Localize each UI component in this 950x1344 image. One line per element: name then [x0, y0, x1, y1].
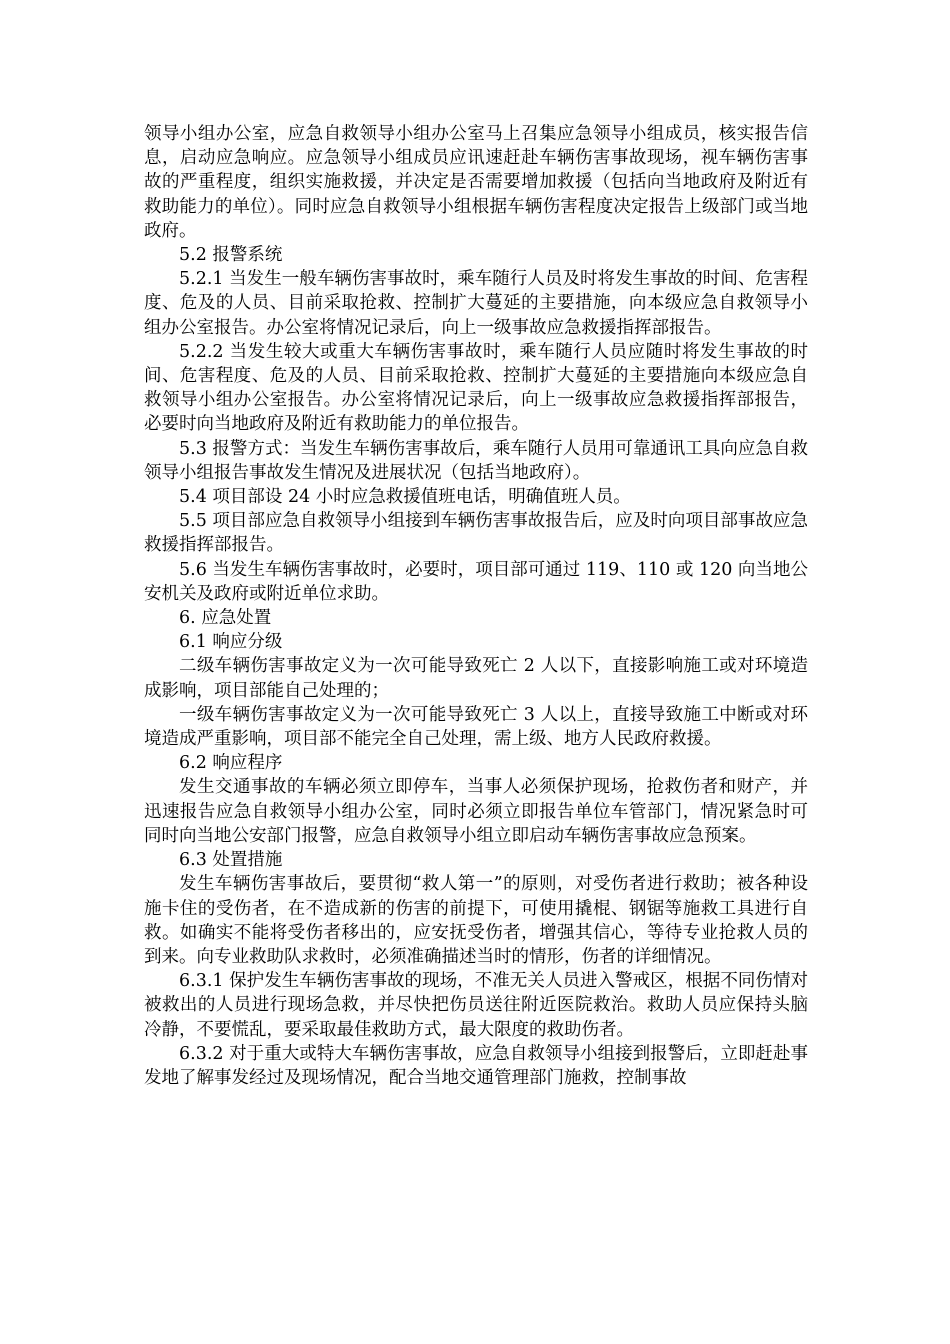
paragraph-level-1-definition: 一级车辆伤害事故定义为一次可能导致死亡 3 人以上，直接导致施工中断或对环境造成严重影响，项目部不能完全自己处理，需上级、地方人民政府救援。	[144, 704, 808, 750]
paragraph-5-4: 5.4 项目部设 24 小时应急救援值班电话，明确值班人员。	[179, 487, 631, 508]
paragraph-5-2-1: 5.2.1 当发生一般车辆伤害事故时，乘车随行人员及时将发生事故的时间、危害程度、危及的人员、目前采取抢救、控制扩大蔓延的主要措施，向本级应急自救领导小组办公室报告。办公室将情况记录后，向上一级事故应急救援指挥部报告。	[144, 269, 808, 338]
paragraph-5-5: 5.5 项目部应急自救领导小组接到车辆伤害事故报告后，应及时向项目部事故应急救援指挥部报告。	[144, 511, 808, 556]
section-heading-6-2: 6.2 响应程序	[179, 753, 283, 774]
paragraph-disposal-measures: 发生车辆伤害事故后，要贯彻“救人第一”的原则，对受伤者进行救助；被各种设施卡住的受伤者，在不造成新的伤害的前提下，可使用撬棍、钢锯等施救工具进行自救。如确实不能将受伤者移出的，应安抚受伤者，增强其信心，等待专业抢救人员的到来。向专业救助队求救时，必须准确描述当时的情形，伤者的详细情况。	[144, 874, 808, 967]
paragraph-5-3: 5.3 报警方式：当发生车辆伤害事故后，乘车随行人员用可靠通讯工具向应急自救领导小组报告事故发生情况及进展状况（包括当地政府）。	[144, 438, 808, 483]
paragraph-response-procedure: 发生交通事故的车辆必须立即停车，当事人必须保护现场，抢救伤者和财产，并迅速报告应急自救领导小组办公室，同时必须立即报告单位车管部门，情况紧急时可同时向当地公安部门报警，应急自救领导小组立即启动车辆伤害事故应急预案。	[144, 777, 808, 846]
section-heading-6-1: 6.1 响应分级	[179, 632, 283, 653]
section-heading-5-2: 5.2 报警系统	[179, 245, 283, 266]
paragraph-6-3-2: 6.3.2 对于重大或特大车辆伤害事故，应急自救领导小组接到报警后，立即赶赴事发地了解事发经过及现场情况，配合当地交通管理部门施救，控制事故	[144, 1043, 808, 1088]
paragraph-6-3-1: 6.3.1 保护发生车辆伤害事故的现场，不准无关人员进入警戒区，根据不同伤情对被救出的人员进行现场急救，并尽快把伤员送往附近医院救治。救助人员应保持头脑冷静，不要慌乱，要采取最佳救助方式，最大限度的救助伤者。	[144, 971, 808, 1040]
paragraph-continued: 领导小组办公室，应急自救领导小组办公室马上召集应急领导小组成员，核实报告信息，启动应急响应。应急领导小组成员应讯速赶赴车辆伤害事故现场，视车辆伤害事故的严重程度，组织实施救援，并决定是否需要增加救援（包括向当地政府及附近有救助能力的单位）。同时应急自救领导小组根据车辆伤害程度决定报告上级部门或当地政府。	[144, 124, 808, 241]
section-heading-6: 6. 应急处置	[179, 608, 272, 629]
paragraph-5-6: 5.6 当发生车辆伤害事故时，必要时，项目部可通过 119、110 或 120 向当地公安机关及政府或附近单位求助。	[144, 559, 808, 604]
document-page	[144, 122, 808, 1090]
paragraph-level-2-definition: 二级车辆伤害事故定义为一次可能导致死亡 2 人以下，直接影响施工或对环境造成影响，项目部能自己处理的；	[144, 656, 808, 701]
paragraph-5-2-2: 5.2.2 当发生较大或重大车辆伤害事故时，乘车随行人员应随时将发生事故的时间、危害程度、危及的人员、目前采取抢救、控制扩大蔓延的主要措施向本级应急自救领导小组办公室报告。办公室将情况记录后，向上一级事故应急救援指挥部报告，必要时向当地政府及附近有救助能力的单位报告。	[144, 341, 808, 435]
section-heading-6-3: 6.3 处置措施	[179, 850, 283, 871]
